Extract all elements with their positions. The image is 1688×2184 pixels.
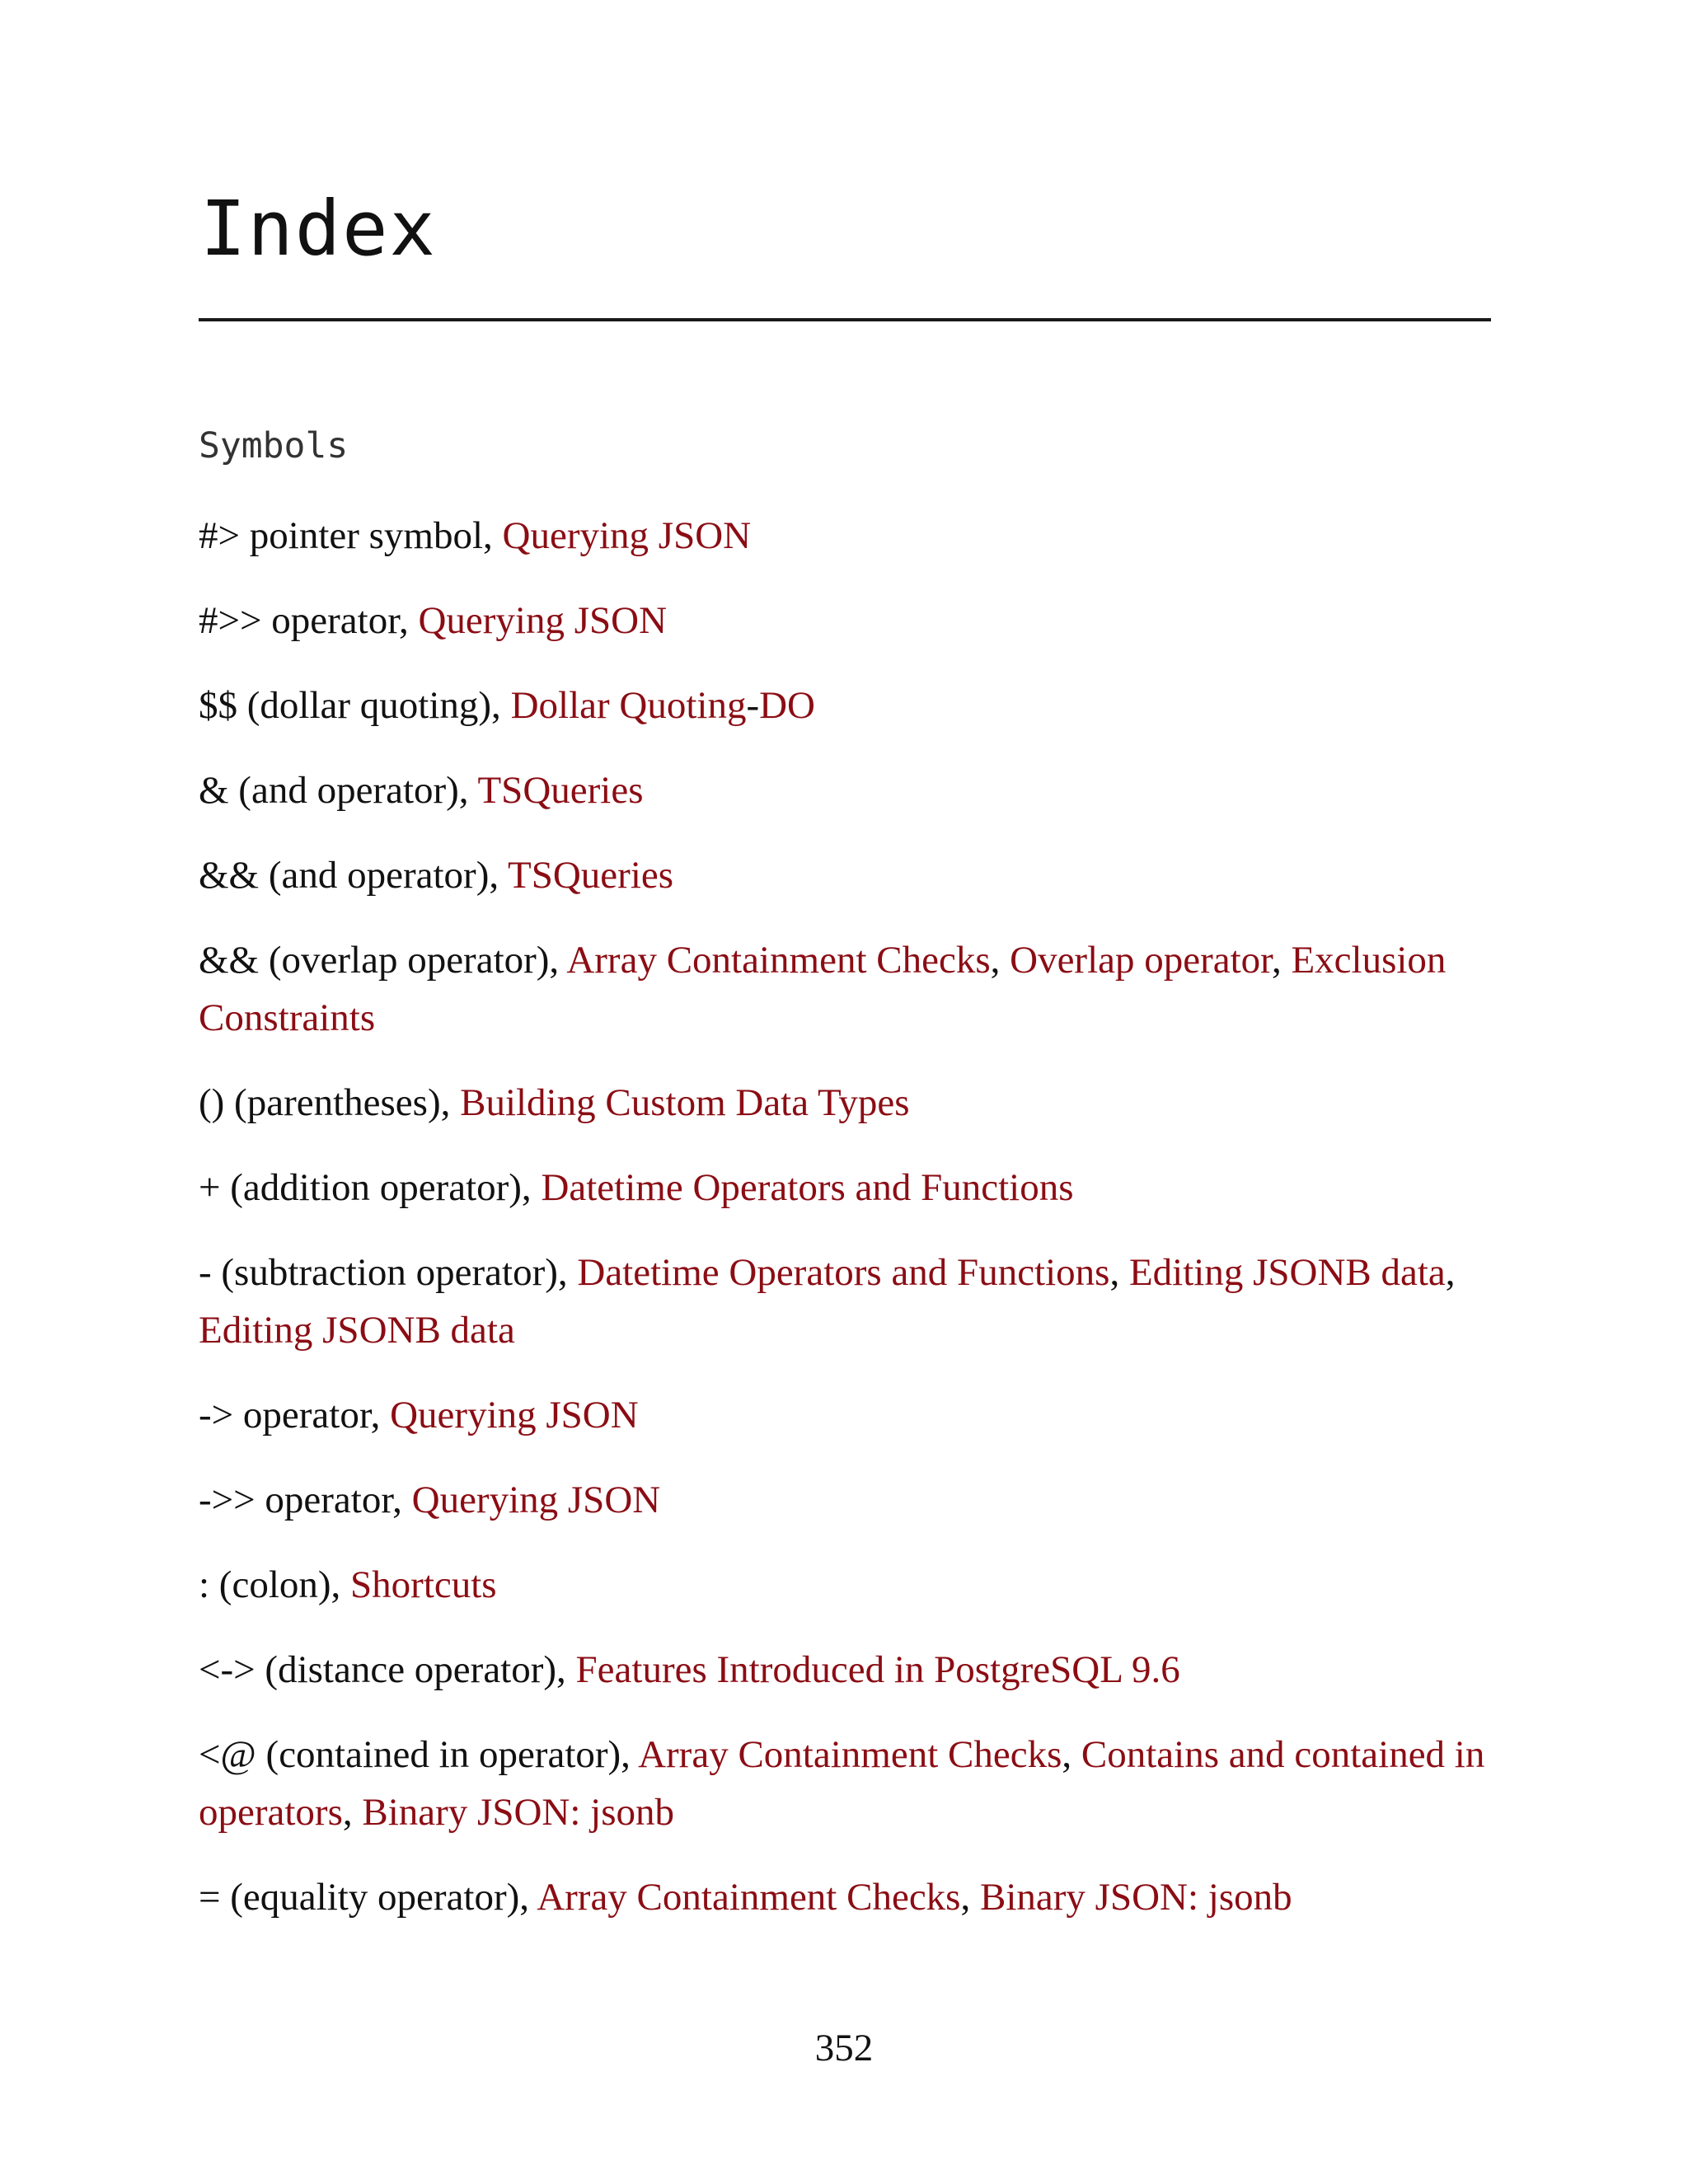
index-reference-link[interactable]: Querying JSON — [502, 514, 752, 557]
index-term: () (parentheses), — [199, 1081, 461, 1124]
index-term: = (equality operator), — [199, 1876, 537, 1919]
index-entry — [199, 1868, 1493, 1926]
index-term: #> pointer symbol, — [199, 514, 503, 557]
index-reference-link[interactable]: Exclusion Constraints — [199, 939, 1447, 1039]
index-separator: , — [960, 1876, 980, 1919]
index-reference-link[interactable]: Dollar Quoting — [510, 684, 747, 727]
index-term: && (and operator), — [199, 854, 509, 897]
index-reference-link[interactable]: Datetime Operators and Functions — [577, 1251, 1110, 1294]
index-reference-link[interactable]: Datetime Operators and Functions — [541, 1166, 1074, 1209]
index-reference-link[interactable]: Array Containment Checks — [537, 1876, 961, 1919]
index-separator: , — [1271, 939, 1292, 982]
title-divider — [199, 318, 1491, 321]
index-term: <-> (distance operator), — [199, 1648, 576, 1691]
index-reference-link[interactable]: Binary JSON: jsonb — [979, 1876, 1292, 1919]
index-reference-link[interactable]: Querying JSON — [418, 599, 668, 642]
index-reference-link[interactable]: Array Containment Checks — [638, 1733, 1062, 1776]
index-term: #>> operator, — [199, 599, 419, 642]
index-reference-link[interactable]: Overlap operator — [1010, 939, 1272, 982]
index-term: : (colon), — [199, 1563, 351, 1606]
index-separator: , — [990, 939, 1010, 982]
index-term: -> operator, — [199, 1394, 391, 1436]
index-separator: , — [1109, 1251, 1129, 1294]
index-reference-link[interactable]: DO — [759, 684, 815, 727]
index-term: $$ (dollar quoting), — [199, 684, 511, 727]
index-term: ->> operator, — [199, 1479, 412, 1521]
index-entries — [199, 507, 1493, 1953]
index-separator: , — [342, 1791, 363, 1834]
index-reference-link[interactable]: Editing JSONB data — [1128, 1251, 1446, 1294]
index-separator: , — [1445, 1251, 1456, 1294]
section-heading: Symbols — [199, 425, 349, 466]
index-entry — [199, 507, 1493, 565]
index-separator: - — [746, 684, 760, 727]
index-term: & (and operator), — [199, 769, 478, 812]
index-reference-link[interactable]: Array Containment Checks — [566, 939, 991, 982]
index-reference-link[interactable]: Querying JSON — [411, 1479, 661, 1521]
index-entry — [199, 1244, 1493, 1359]
index-reference-link[interactable]: Features Introduced in PostgreSQL 9.6 — [575, 1648, 1180, 1691]
index-entry — [199, 1471, 1493, 1529]
index-reference-link[interactable]: TSQueries — [477, 769, 644, 812]
index-reference-link[interactable]: Building Custom Data Types — [460, 1081, 910, 1124]
index-entry — [199, 592, 1493, 649]
index-entry — [199, 1159, 1493, 1216]
index-entry — [199, 1726, 1493, 1841]
index-reference-link[interactable]: Binary JSON: jsonb — [362, 1791, 675, 1834]
index-reference-link[interactable]: Contains and contained in operators — [199, 1733, 1485, 1834]
index-term: <@ (contained in operator), — [199, 1733, 639, 1776]
index-term: && (overlap operator), — [199, 939, 567, 982]
index-entry — [199, 1641, 1493, 1699]
index-reference-link[interactable]: Shortcuts — [350, 1563, 497, 1606]
index-entry — [199, 931, 1493, 1047]
index-term: - (subtraction operator), — [199, 1251, 578, 1294]
page-number: 352 — [814, 2027, 874, 2069]
index-entry — [199, 1556, 1493, 1614]
index-entry — [199, 846, 1493, 904]
index-term: + (addition operator), — [199, 1166, 542, 1209]
page-title: Index — [200, 185, 437, 273]
index-reference-link[interactable]: Editing JSONB data — [199, 1309, 515, 1352]
index-entry — [199, 1386, 1493, 1444]
index-separator: , — [1062, 1733, 1081, 1776]
index-entry — [199, 762, 1493, 819]
index-reference-link[interactable]: Querying JSON — [390, 1394, 639, 1436]
index-entry — [199, 677, 1493, 734]
index-entry — [199, 1074, 1493, 1132]
index-reference-link[interactable]: TSQueries — [508, 854, 674, 897]
